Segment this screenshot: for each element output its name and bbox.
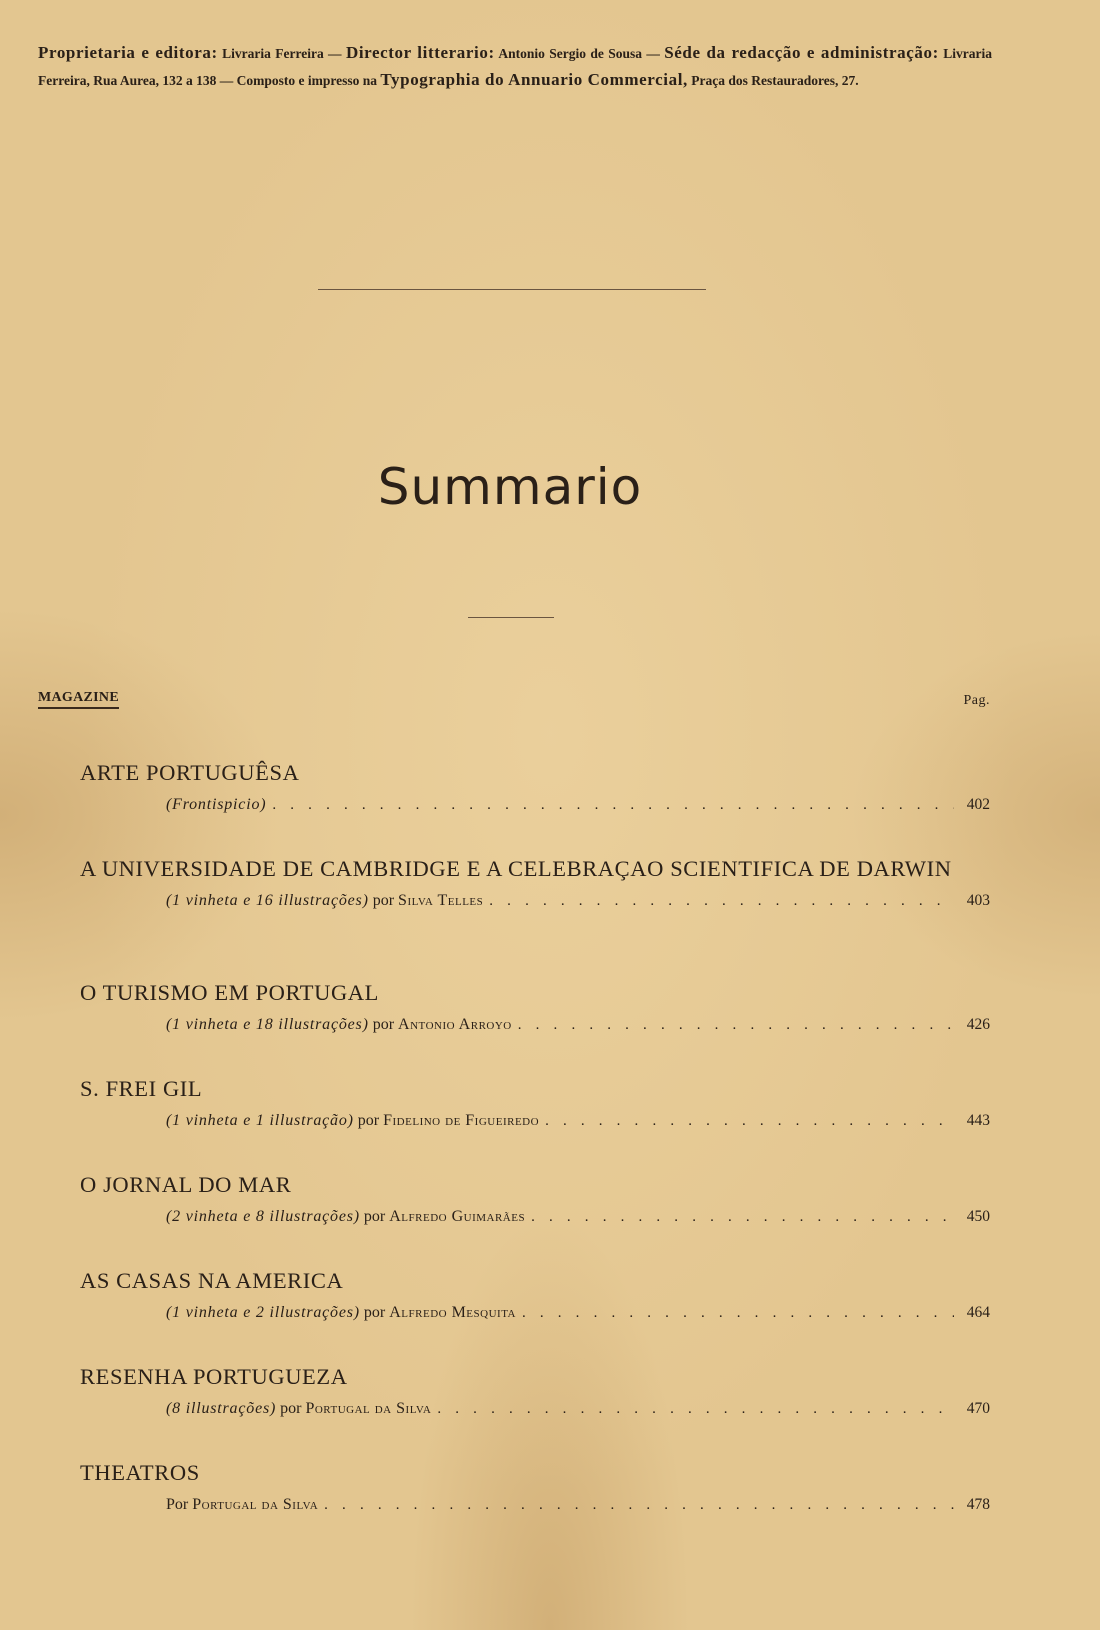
section-label: MAGAZINE [38, 690, 119, 709]
dot-leader [531, 1209, 954, 1226]
dot-leader [437, 1401, 954, 1418]
entry-por: Por [166, 1496, 193, 1513]
entry-title: O JORNAL DO MAR [80, 1172, 292, 1197]
dot-leader [489, 893, 954, 910]
entry-detail-line [166, 1016, 990, 1034]
page-column-header: Pag. [963, 693, 990, 708]
entry-detail: (1 vinheta e 2 illustrações) [166, 1304, 360, 1321]
top-divider [318, 289, 706, 290]
entry-detail: (1 vinheta e 1 illustração) [166, 1112, 354, 1129]
imprint-block [38, 40, 992, 94]
entry-page-number: 402 [966, 796, 990, 813]
dot-leader [545, 1113, 954, 1130]
entry-detail-line [166, 1112, 990, 1130]
toc-entry[interactable] [80, 1267, 990, 1322]
imprint-publisher-heading: Proprietaria e editora: [38, 43, 218, 62]
toc-entry[interactable] [80, 1363, 990, 1418]
toc-entry[interactable] [80, 759, 990, 814]
entry-page-number: 478 [966, 1496, 990, 1513]
entry-author: Fidelino de Figueiredo [383, 1112, 540, 1129]
toc-entry[interactable] [80, 1459, 990, 1514]
entry-title: ARTE PORTUGUÊSA [80, 760, 300, 785]
entry-author: Portugal da Silva [192, 1496, 319, 1513]
entry-detail-line [166, 796, 990, 814]
entry-detail-line [166, 1400, 990, 1418]
imprint-office-heading: Séde da redacção e administração: [664, 43, 939, 62]
dot-leader [518, 1017, 954, 1034]
entry-por: por [368, 892, 399, 909]
entry-author: Silva Telles [398, 892, 484, 909]
entry-por: por [276, 1400, 306, 1417]
page-title: Summario [377, 458, 643, 516]
imprint-printer-text: Praça dos Restauradores, 27. [687, 73, 859, 88]
entry-detail: (1 vinheta e 18 illustrações) [166, 1016, 369, 1033]
entry-title: AS CASAS NA AMERICA [80, 1268, 344, 1293]
entry-page-number: 450 [966, 1208, 990, 1225]
entry-detail: (Frontispicio) [166, 796, 267, 813]
dot-leader [324, 1497, 954, 1514]
entry-por: por [353, 1112, 384, 1129]
entry-por: por [368, 1016, 399, 1033]
toc-entry[interactable] [80, 855, 990, 910]
dot-leader [522, 1305, 954, 1322]
entry-author: Portugal da Silva [305, 1400, 432, 1417]
entry-detail: (1 vinheta e 16 illustrações) [166, 892, 369, 909]
entry-title: RESENHA PORTUGUEZA [80, 1364, 348, 1389]
entry-page-number: 443 [966, 1112, 990, 1129]
entry-detail-line [166, 1208, 990, 1226]
toc-entry[interactable] [80, 1171, 990, 1226]
entry-author: Alfredo Mesquita [389, 1304, 516, 1321]
entry-detail-line [166, 892, 990, 910]
entry-author: Alfredo Guimarães [389, 1208, 526, 1225]
entry-title: A UNIVERSIDADE DE CAMBRIDGE E A CELEBRAÇAO SCIENTIFICA DE DARWIN [80, 856, 952, 881]
imprint-publisher-text: Livraria Ferreira — [217, 46, 346, 61]
imprint-office-text: Livraria Ferreira, Rua Aurea, 132 a 138 — Composto e impresso na [38, 46, 992, 88]
imprint-director-heading: Director litterario: [345, 43, 495, 62]
imprint-printer-heading: Typographia do Annuario Commercial, [380, 70, 688, 89]
entry-por: por [359, 1304, 390, 1321]
entry-title: S. FREI GIL [80, 1076, 203, 1101]
entry-detail-line [166, 1496, 990, 1514]
entry-detail-line [166, 1304, 990, 1322]
entry-author: Antonio Arroyo [398, 1016, 512, 1033]
entry-title: O TURISMO EM PORTUGAL [80, 980, 379, 1005]
entry-title: THEATROS [80, 1460, 200, 1485]
entry-detail: (2 vinheta e 8 illustrações) [166, 1208, 360, 1225]
entry-page-number: 426 [966, 1016, 990, 1033]
entry-detail: (8 illustrações) [166, 1400, 277, 1417]
entry-page-number: 464 [966, 1304, 990, 1321]
title-divider [468, 617, 554, 618]
imprint-director-text: Antonio Sergio de Sousa — [494, 46, 665, 61]
entry-page-number: 470 [966, 1400, 990, 1417]
entry-page-number: 403 [966, 892, 990, 909]
dot-leader [272, 797, 954, 814]
entry-por: por [359, 1208, 390, 1225]
toc-entry[interactable] [80, 979, 990, 1034]
toc-entry[interactable] [80, 1075, 990, 1130]
